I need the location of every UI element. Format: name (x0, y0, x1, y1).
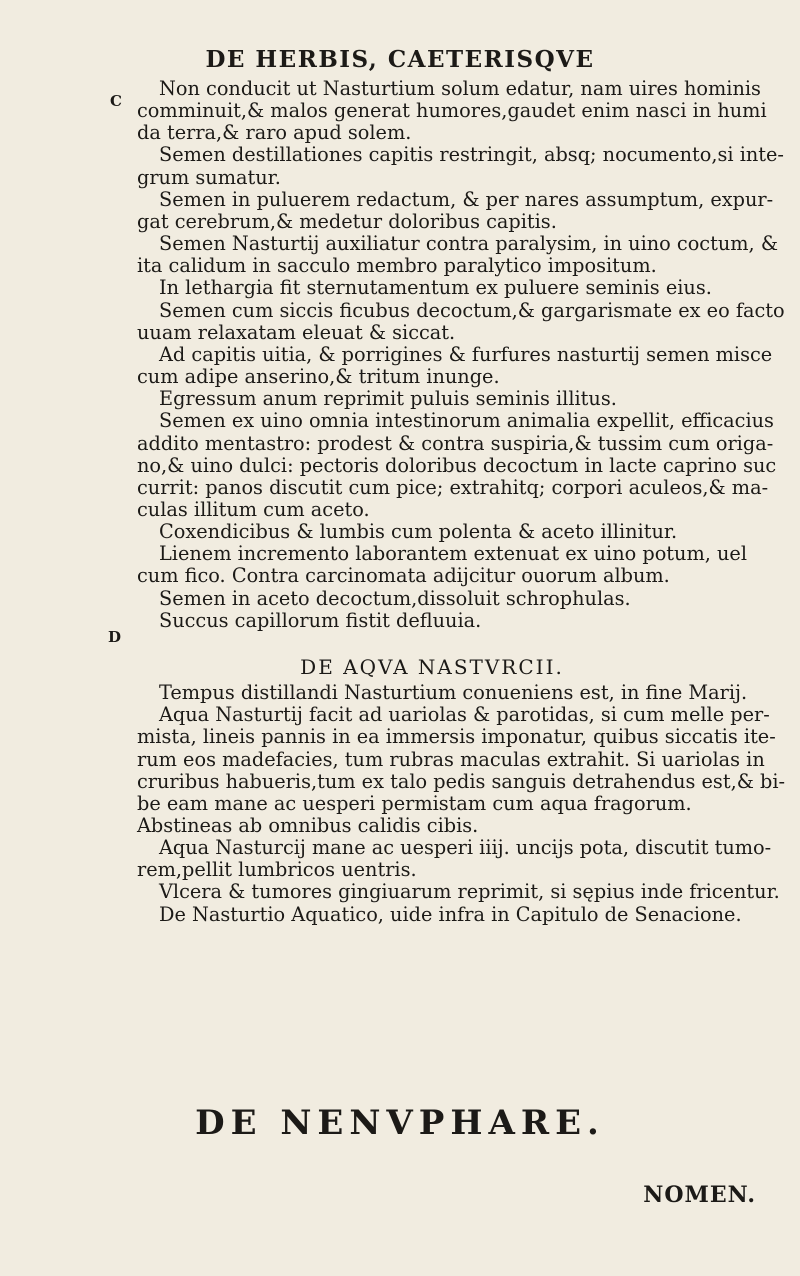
section-heading: DE AQVA NASTVRCII. (300, 654, 564, 679)
paragraph: Semen cum siccis ficubus decoctum,& gargarismate ex eo facto uuam relaxatam eleuat & siccat. (137, 298, 785, 344)
margin-letter-d: D (108, 628, 122, 646)
paragraph: Semen in puluerem redactum, & per nares assumptum, expur- gat cerebrum,& medetur doloribus capitis. (137, 187, 774, 233)
paragraph: Tempus distillandi Nasturtium conueniens est, in fine Marij. (159, 681, 748, 705)
paragraph: Non conducit ut Nasturtium solum edatur, nam uires hominis comminuit,& malos generat humores,gaudet enim nasci in humi da terra,& raro apud solem. (137, 77, 767, 145)
running-header: DE HERBIS, CAETERISQVE (205, 46, 595, 73)
margin-letter-c: C (110, 92, 122, 110)
paragraph: Ad capitis uitia, & porrigines & furfures nasturtij semen misce cum adipe anserino,& tritum inunge. (137, 342, 773, 389)
paragraph: In lethargia fit sternutamentum ex puluere seminis eius. (159, 276, 712, 300)
text-body (137, 78, 787, 926)
catchword: NOMEN. (643, 1182, 756, 1208)
paragraph: Lienem incremento laborantem extenuat ex uino potum, uel cum fico. Contra carcinomata adijcitur ouorum album. (137, 542, 748, 588)
paragraph: Succus capillorum fistit defluuia. (159, 608, 482, 632)
paragraph: Coxendicibus & lumbis cum polenta & aceto illinitur. (159, 520, 678, 544)
paragraph: De Nasturtio Aquatico, uide infra in Capitulo de Senacione. (159, 902, 742, 926)
paragraph: Aqua Nasturcij mane ac uesperi iiij. uncijs pota, discutit tumo- rem,pellit lumbricos uentris. (137, 836, 772, 882)
paragraph: Semen destillationes capitis restringit, absq; nocumento,si inte- grum sumatur. (137, 143, 784, 189)
paragraph: Egressum anum reprimit puluis seminis illitus. (159, 387, 617, 411)
paragraph: Semen ex uino omnia intestinorum animalia expellit, efficacius addito mentastro: prodest & contra suspiria,& tussim cum origa- no,& uino dulci: pectoris doloribus decoctum in lacte caprino suc currit: panos discutit cum pice; extrahitq; corpori aculeos,& ma- culas illitum cum aceto. (137, 409, 777, 521)
paragraph: Vlcera & tumores gingiuarum reprimit, si sępius inde fricentur. (159, 880, 780, 904)
paragraph: Semen in aceto decoctum,dissoluit schrophulas. (159, 586, 631, 610)
paragraph: Aqua Nasturtij facit ad uariolas & parotidas, si cum melle per- mista, lineis pannis in ea immersis imponatur, quibus siccatis ite- rum eos madefacies, tum rubras maculas extrahit. Si uariolas in cruribus habueris,tum ex talo pedis sanguis detrahendus est,& bi- be eam mane ac uesperi permistam cum aqua fragorum. Abstineas ab omnibus calidis cibis. (137, 703, 786, 837)
paragraph: Semen Nasturtij auxiliatur contra paralysim, in uino coctum, & ita calidum in sacculo membro paralytico impositum. (137, 232, 778, 278)
chapter-heading: DE NENVPHARE. (195, 1103, 605, 1143)
